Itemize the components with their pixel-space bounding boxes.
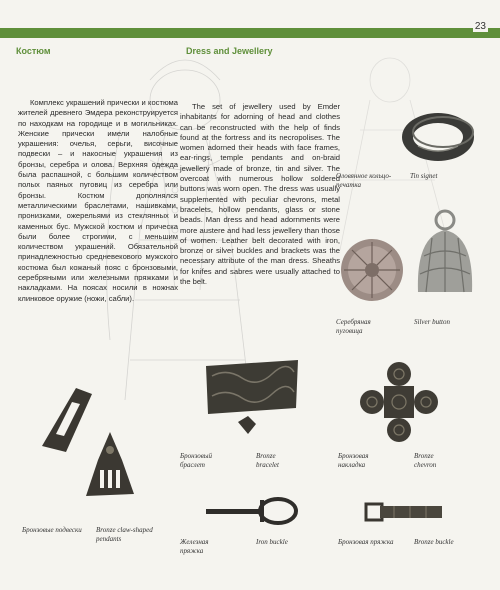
caption-button-en: Silver button: [414, 318, 450, 326]
caption-iron-buckle-ru: Железная пряжка: [180, 538, 209, 555]
caption-pendants-en: Bronze claw-shaped pendants: [96, 526, 153, 543]
caption-bronze-buckle-ru: Бронзовая пряжка: [338, 538, 394, 546]
bronze-buckle-image: [364, 498, 444, 526]
bronze-chevron-image: [358, 360, 440, 444]
bronze-pendant-2-image: [82, 430, 138, 502]
section-title-ru: Костюм: [16, 46, 51, 56]
body-text-en: The set of jewellery used by Emder inhabitants for adorning of head and clothes can be reconstructed with the help of finds found at the fortress and its necropolises. The women adorned their heads with face frames, ear-rings, temple pendants and on-braid jewellery made of bronze, tin and silver. The overcoat with numerous hollow soldered buttons was worn open. The dress was usually supplemented with peculiar chevrons, metal bracelets, hollow pendants, glass or stone beads. Man dress and head adornments were more austere and had less jewellery than those of women. Leather belt decorated with iron, bronze or silver buckles and brackets was the necessary attribute of the man dress. Sheaths for knifes and sabres were usually attached to the belt.: [180, 102, 340, 287]
caption-pendants-ru: Бронзовые подвески: [22, 526, 82, 534]
caption-chevron-en: Bronze chevron: [414, 452, 437, 469]
header-bar: [0, 28, 500, 38]
page-number: 23: [474, 21, 486, 32]
caption-signet-en: Tin signet: [410, 172, 438, 180]
iron-buckle-image: [204, 494, 302, 528]
section-title-en: Dress and Jewellery: [186, 46, 273, 56]
tin-signet-ring-image: [398, 104, 478, 166]
bronze-bracelet-image: [202, 356, 302, 440]
caption-bronze-buckle-en: Bronze buckle: [414, 538, 454, 546]
caption-signet-ru: Оловянное кольцо-печатка: [336, 172, 392, 189]
caption-iron-buckle-en: Iron buckle: [256, 538, 288, 546]
caption-bracelet-ru: Бронзовый браслет: [180, 452, 213, 469]
body-text-ru: Комплекс украшений прически и костюма жителей древнего Эмдера реконструируется по находкам на городище и в могильниках. Женские прически имели налобные украшения: очелья, серьги, височные подвески – и накосные украшения из бронзы, серебра и олова. Верхняя одежда была распашной, с большим количеством полых паяных пуговиц из серебра или бронзы. Костюм дополнялся металлическими браслетами, нашивками, пронизками, ожерельями из стеклянных и каменных бус. Мужской костюм и прическа были более строгими, с меньшим количеством украшений. Обязательной принадлежностью средневекового мужского костюма был кожаный пояс с бронзовыми, серебряными или железными пряжками и накладками. На поясах носили в ножнах клинковое оружие (ножи, сабли).: [18, 98, 178, 303]
caption-bracelet-en: Bronze bracelet: [256, 452, 279, 469]
silver-button-side-image: [412, 206, 478, 302]
caption-chevron-ru: Бронзовая накладка: [338, 452, 369, 469]
caption-button-ru: Серебряная пуговица: [336, 318, 371, 335]
silver-button-front-image: [338, 236, 406, 304]
